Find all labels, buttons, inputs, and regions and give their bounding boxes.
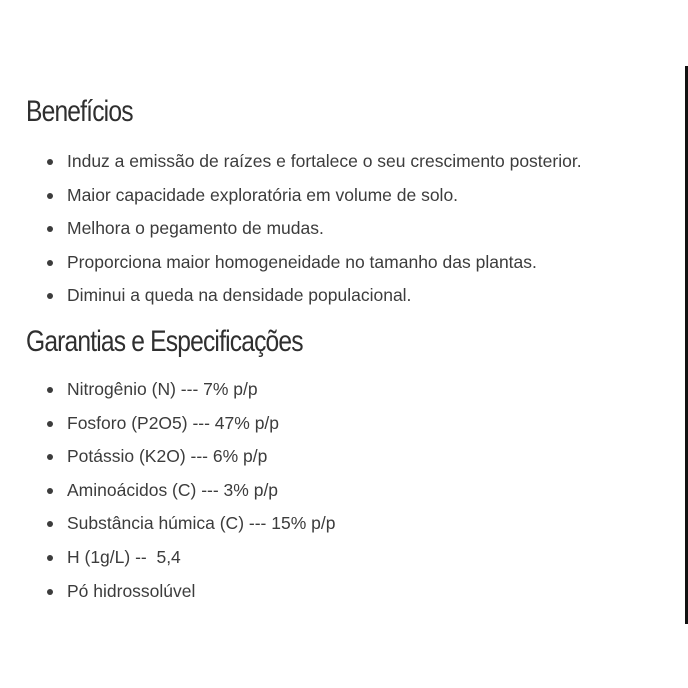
bullet-icon — [47, 193, 53, 199]
bullet-icon — [47, 421, 53, 427]
benefit-item — [26, 212, 666, 246]
bullet-icon — [47, 293, 53, 299]
spec-item — [26, 575, 666, 609]
spec-item — [26, 507, 666, 541]
spec-text: Aminoácidos (C) --- 3% p/p — [67, 479, 279, 500]
benefit-item — [26, 179, 666, 213]
bullet-icon — [47, 555, 53, 561]
spec-text: Potássio (K2O) --- 6% p/p — [67, 446, 268, 467]
bullet-icon — [47, 488, 53, 494]
bullet-icon — [47, 226, 53, 232]
spec-item — [26, 440, 666, 474]
bullet-icon — [47, 260, 53, 266]
benefit-text: Melhora o pegamento de mudas. — [67, 218, 324, 239]
product-description — [26, 88, 666, 608]
spec-text: H (1g/L) -- 5,4 — [67, 546, 181, 567]
benefit-text: Induz a emissão de raízes e fortalece o seu crescimento posterior. — [67, 151, 582, 171]
benefits-heading: Benefícios — [26, 95, 133, 128]
specs-list — [26, 373, 666, 608]
spec-item — [26, 407, 666, 441]
benefits-list — [26, 145, 666, 313]
spec-text: Pó hidrossolúvel — [67, 580, 196, 601]
bullet-icon — [47, 387, 53, 393]
benefit-item — [26, 279, 666, 313]
benefit-item — [26, 145, 666, 179]
spec-item — [26, 474, 666, 508]
spec-item — [26, 373, 666, 407]
benefit-item — [26, 246, 666, 280]
spec-item — [26, 541, 666, 575]
spec-text: Fosforo (P2O5) --- 47% p/p — [67, 412, 280, 433]
bullet-icon — [47, 454, 53, 460]
spec-text: Substância húmica (C) --- 15% p/p — [67, 513, 336, 534]
bullet-icon — [47, 521, 53, 527]
benefit-text: Diminui a queda na densidade populacional. — [67, 285, 412, 306]
spec-text: Nitrogênio (N) --- 7% p/p — [67, 378, 258, 399]
benefit-text: Maior capacidade exploratória em volume de solo. — [67, 184, 459, 205]
bullet-icon — [47, 159, 53, 165]
bullet-icon — [47, 589, 53, 595]
benefit-text: Proporciona maior homogeneidade no tamanho das plantas. — [67, 251, 537, 272]
specs-heading: Garantias e Especificações — [26, 324, 303, 358]
